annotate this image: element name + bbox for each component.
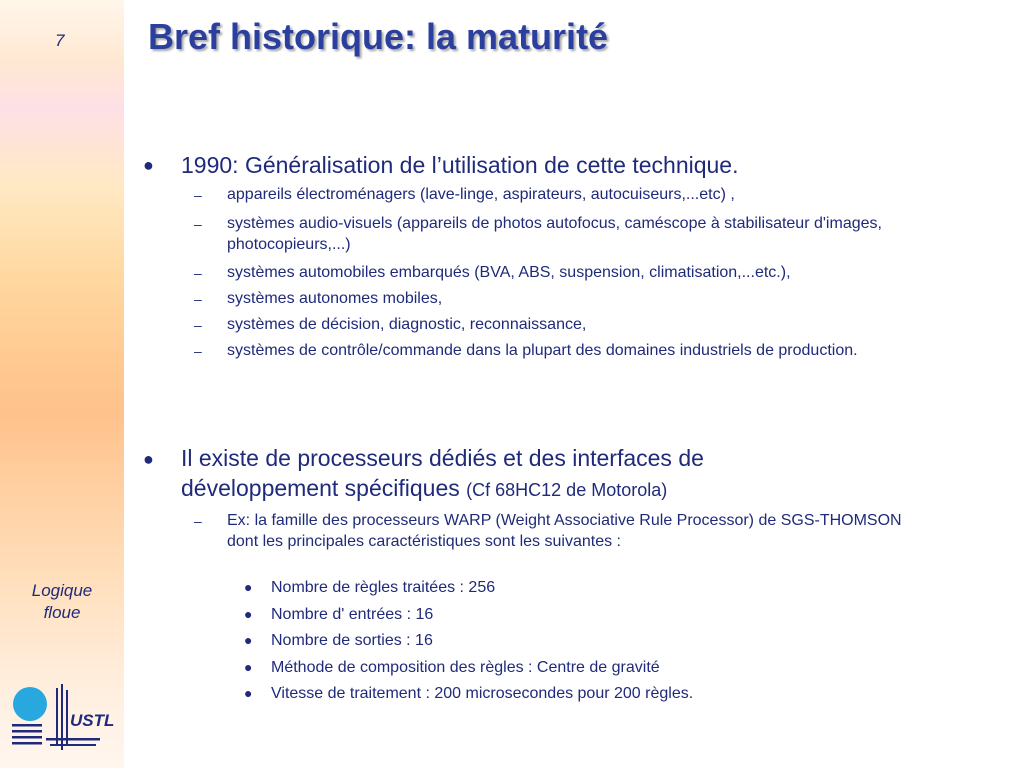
spec-rules: Nombre de règles traitées : 256	[271, 579, 496, 596]
spec-dot: ●	[244, 685, 253, 701]
spec-inputs: Nombre d' entrées : 16	[271, 606, 434, 623]
bullet-2-line1: Il existe de processeurs dédiés et des interfaces de	[181, 445, 704, 471]
spec-dot: ●	[244, 579, 253, 595]
sub-bullet-dash: –	[194, 265, 202, 281]
spec-outputs: Nombre de sorties : 16	[271, 632, 433, 649]
sub-item-decision: systèmes de décision, diagnostic, reconnaissance,	[227, 316, 587, 333]
spec-speed: Vitesse de traitement : 200 microsecondes pour 200 règles.	[271, 685, 694, 702]
sub-item-warp: Ex: la famille des processeurs WARP (Weight Associative Rule Processor) de SGS-THOMSON dont les principales caractéristiques sont les suivantes :	[227, 512, 902, 550]
sub-item-appliances: appareils électroménagers (lave-linge, aspirateurs, autocuiseurs,...etc) ,	[227, 186, 735, 203]
motorola-note: (Cf 68HC12 de Motorola)	[466, 480, 668, 500]
bullet-2-line2-main: développement spécifiques	[181, 475, 460, 501]
spec-dot: ●	[244, 659, 253, 675]
sub-bullet-dash: –	[194, 343, 202, 359]
sub-bullet-dash: –	[194, 291, 202, 307]
sub-item-control: systèmes de contrôle/commande dans la plupart des domaines industriels de production.	[227, 342, 858, 359]
ustl-logo	[10, 684, 120, 750]
slide-title: Bref historique: la maturité	[148, 16, 609, 57]
sub-bullet-dash: –	[194, 216, 202, 232]
spec-composition: Méthode de composition des règles : Centre de gravité	[271, 659, 660, 676]
bullet-dot: ●	[143, 449, 154, 469]
sub-item-mobile: systèmes autonomes mobiles,	[227, 290, 443, 307]
sub-item-audiovisual: systèmes audio-visuels (appareils de photos autofocus, caméscope à stabilisateur d'images, photocopieurs,...)	[227, 215, 882, 253]
course-label-line2: floue	[43, 603, 81, 622]
course-label-line1: Logique	[31, 581, 93, 600]
sub-item-automotive: systèmes automobiles embarqués (BVA, ABS, suspension, climatisation,...etc.),	[227, 264, 791, 281]
bullet-2-text	[181, 443, 704, 505]
sidebar-gradient	[0, 0, 124, 768]
course-label	[0, 580, 124, 624]
bullet-dot: ●	[143, 155, 154, 175]
spec-dot: ●	[244, 606, 253, 622]
bullet-2-line2	[181, 473, 704, 505]
svg-text:USTL: USTL	[70, 711, 115, 730]
slide-number: 7	[55, 31, 65, 50]
sub-bullet-dash: –	[194, 317, 202, 333]
sub-bullet-dash: –	[194, 187, 202, 203]
bullet-1-text: 1990: Généralisation de l’utilisation de cette technique.	[181, 152, 739, 178]
spec-dot: ●	[244, 632, 253, 648]
sub-bullet-dash: –	[194, 513, 202, 529]
